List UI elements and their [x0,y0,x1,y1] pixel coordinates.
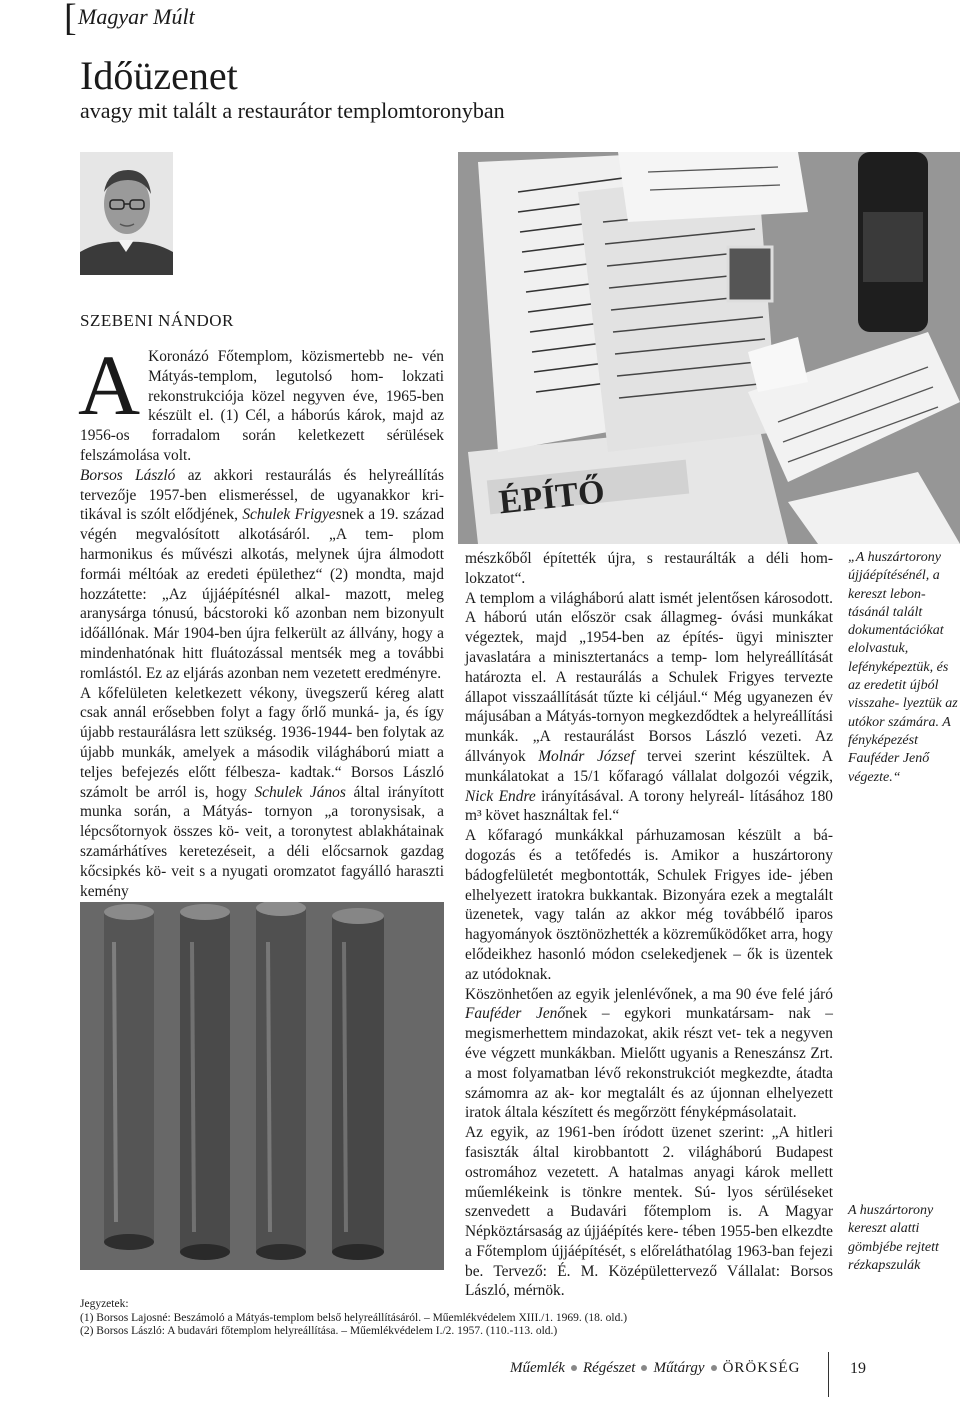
article-title: Időüzenet [80,53,238,98]
paragraph-5 [465,589,833,827]
footer-word-4: ÖRÖKSÉG [722,1360,801,1376]
paragraph-7-text-b: nek – egykori munkatársam- nak – megismerhettem mindazokat, akik részt vet- tek a negyven éve végzett munkákban. Mielőtt ugyanis a Reneszánsz Zrt. a most folyamatban lévő rekonstrukciót megkezdte, átadta számomra az ak- kor megtalált és az újonnan elhelyezett iratok általa készített és megőrzött fényképmásolatait. [465,1005,833,1122]
photo-caption-capsules: A huszártorony kereszt alatti gömbjébe rejtett rézkapszulák [848,1203,939,1273]
article-subtitle: avagy mit talált a restaurátor templomtoronyban [80,98,505,123]
paragraph-3-text-a: A kőfelületen keletkezett vékony, üvegszerű kéreg alatt csak annál erősebben folyt a fagy őrlő munká- ja, és így újabb restaurálásra lett szükség. 1936-1944- ben folytak az újabb munkák, amelyek a második világháború miatt a teljes befejezés előtt félbesza- kadtak.“ Borsos László számolt be arról is, hogy [80,684,444,801]
paragraph-5-text-a: A templom a világháború alatt ismét jelentősen károsodott. A háború után először csak állagmeg- óvási munkákat végeztek, majd „1954-ben az építés- ügyi miniszter javaslatára a minisztertanács a temp- lom helyreállítását határozta el. A restaurálás a Schulek Frigyes tervezte állapot visszaállítását tűzte ki céljául.“ Még ugyanezen év májusában a Mátyás-tornyon megkezdődtek a helyreállítási munkák. „A restaurálást Borsos László vezeti. Az állványok [465,589,833,765]
paragraph-2-text-b: nek a 19. század végén megvalósított alkotásáról. „A tem- plom harmonikus és művészi alkotás, melynek újra álmodott formái méltóak az eredeti épülethez“ (2) mondta, majd hozzátette: „Az újjáépítésnél alkal- mazott, meleg aranysárga tónusú, bácstoroki kő azonban nem bizonyult időállónak. Már 1904-ben újra felkerült az állvány, hogy a mindenhatónak hitt fluátozással mentsék meg a további romlástól. Ez az eljárás azonban nem vezetett eredményre. [80,506,445,682]
person-name: Molnár József [538,747,635,765]
person-name: Fauféder Jenő [465,1005,566,1023]
bracket-glyph: [ [64,0,77,39]
paragraph-2 [80,466,444,684]
paragraph-5-text-b: tervei szerint készültek. A munkálatokat a 15/1 kőfaragó vállalat dolgozói végzik, [465,747,833,785]
person-name: Borsos László [80,466,176,484]
documents-photo [458,152,960,544]
footnotes-heading: Jegyzetek: [80,1298,129,1310]
paragraph-6: A kőfaragó munkákkal párhuzamosan készült a bá- dogozás és a tetőfedés is. Amikor a huszártorony bádogfelületét megbontották, Schulek Frigyes ide- jében elhelyezett iratokra bukkantak. Bizonyára ezek a megtalált üzenetek, vagy talán az akkor még továbbélő iparos hagyományok ösztönözhették a közreműködőket arra, hogy elődeikhez hasonló módon cselekedjenek – ők is üzentek az utódoknak. [465,827,833,983]
footer-tagline [510,1360,800,1377]
footer-word-3: Műtárgy [653,1360,705,1376]
paragraph-3 [80,684,444,902]
paragraph-3-text-b: által irányított munka során, a Mátyás- tornyon „a toronysisak, a lépcsőtornyok összes kö- veit, a toronytest ablakhátainak szamárhátíves keretezéseit, a déli előcsarnok gazdag kőcsipkés kö- veit s a nyugati oromzatot fagyálló haraszti kemény [80,783,444,900]
paragraph-8: Az egyik, az 1961-ben íródott üzenet szerint: „A hitleri fasiszták által kirobbantott 2. világháború Budapest ostromához vezetett. A hatalmas anyagi károk mellett műemlékeink is tönkre mentek. Sú- lyos sérüléseket szenvedett a Budavári főtemplom is. A Magyar Népköztársaság az újjáépítés kere- tében 1955-ben elkezdte a Főtemplom újjáépítését, s előreláthatólag 1963-ban fejezi be. Tervező: É. M. Középülettervező Vállalat: Borsos László, mérnök. [465,1124,833,1300]
drop-cap: A [78,337,141,433]
section-label [64,0,195,39]
author-portrait-photo [80,152,173,275]
paragraph-2-text-a: az akkori restaurálás és helyreállítás tervezője 1957-ben elismeréssel, de ugyanakkor kri- tikával is szólt elődjének, [80,466,444,524]
person-name: Schulek Frigyes [242,506,342,524]
paragraph-4: mészkőből építették újra, s restaurálták a déli hom- lokzatot“. [465,550,833,587]
person-name: Schulek János [254,783,346,801]
paragraph-7-text-a: Köszönhetően az egyik jelenlévőnek, a ma 90 éve felé járó [465,985,833,1003]
bullet-icon [571,1365,577,1371]
footer-word-1: Műemlék [510,1360,565,1376]
column-1 [78,337,445,901]
svg-text:ÉPÍTŐ: ÉPÍTŐ [497,473,607,522]
bullet-icon [641,1365,647,1371]
paragraph-1 [78,337,444,466]
footer-divider [828,1352,829,1397]
section-name: Magyar Múlt [78,4,195,29]
footnotes [80,1298,720,1339]
author-name: SZEBENI NÁNDOR [80,311,234,330]
copper-capsules-photo [80,902,444,1270]
paragraph-7 [465,985,833,1124]
paragraph-1-text: Koronázó Főtemplom, közismertebb ne- vén Mátyás-templom, legutolsó hom- lokzati rekonstrukciója közel negyven éve, 1965-ben készült el. (1) Cél, a háborús károk, majd az 1956-os forradalom során keletkezett sérülések felszámolása volt. [80,348,444,464]
footnote-2: (2) Borsos László: A budavári főtemplom helyreállítása. – Műemlékvédelem I./2. 1957. (110.-113. old.) [80,1325,558,1337]
footnote-1: (1) Borsos Lajosné: Beszámoló a Mátyás-templom belső helyreállításáról. – Műemlékvédelem XIII./1. 1969. (18. old.) [80,1311,628,1324]
page-number: 19 [850,1360,866,1377]
footer-word-2: Régészet [582,1360,636,1376]
paragraph-5-text-c: irányításával. A torony helyreál- lításához 180 m³ követ használtak fel.“ [465,787,833,825]
bullet-icon [711,1365,717,1371]
column-2 [465,549,833,1301]
person-name: Nick Endre [465,787,536,805]
photo-caption-documents: „A huszártorony újjáépítésénél, a kereszt lebon- tásánál talált dokumentációkat elolvastuk, lefényképeztük, és az eredetit újból visszahe- lyeztük az utókor számára. A fényképezést Fauféder Jenő végezte.“ [848,550,958,785]
